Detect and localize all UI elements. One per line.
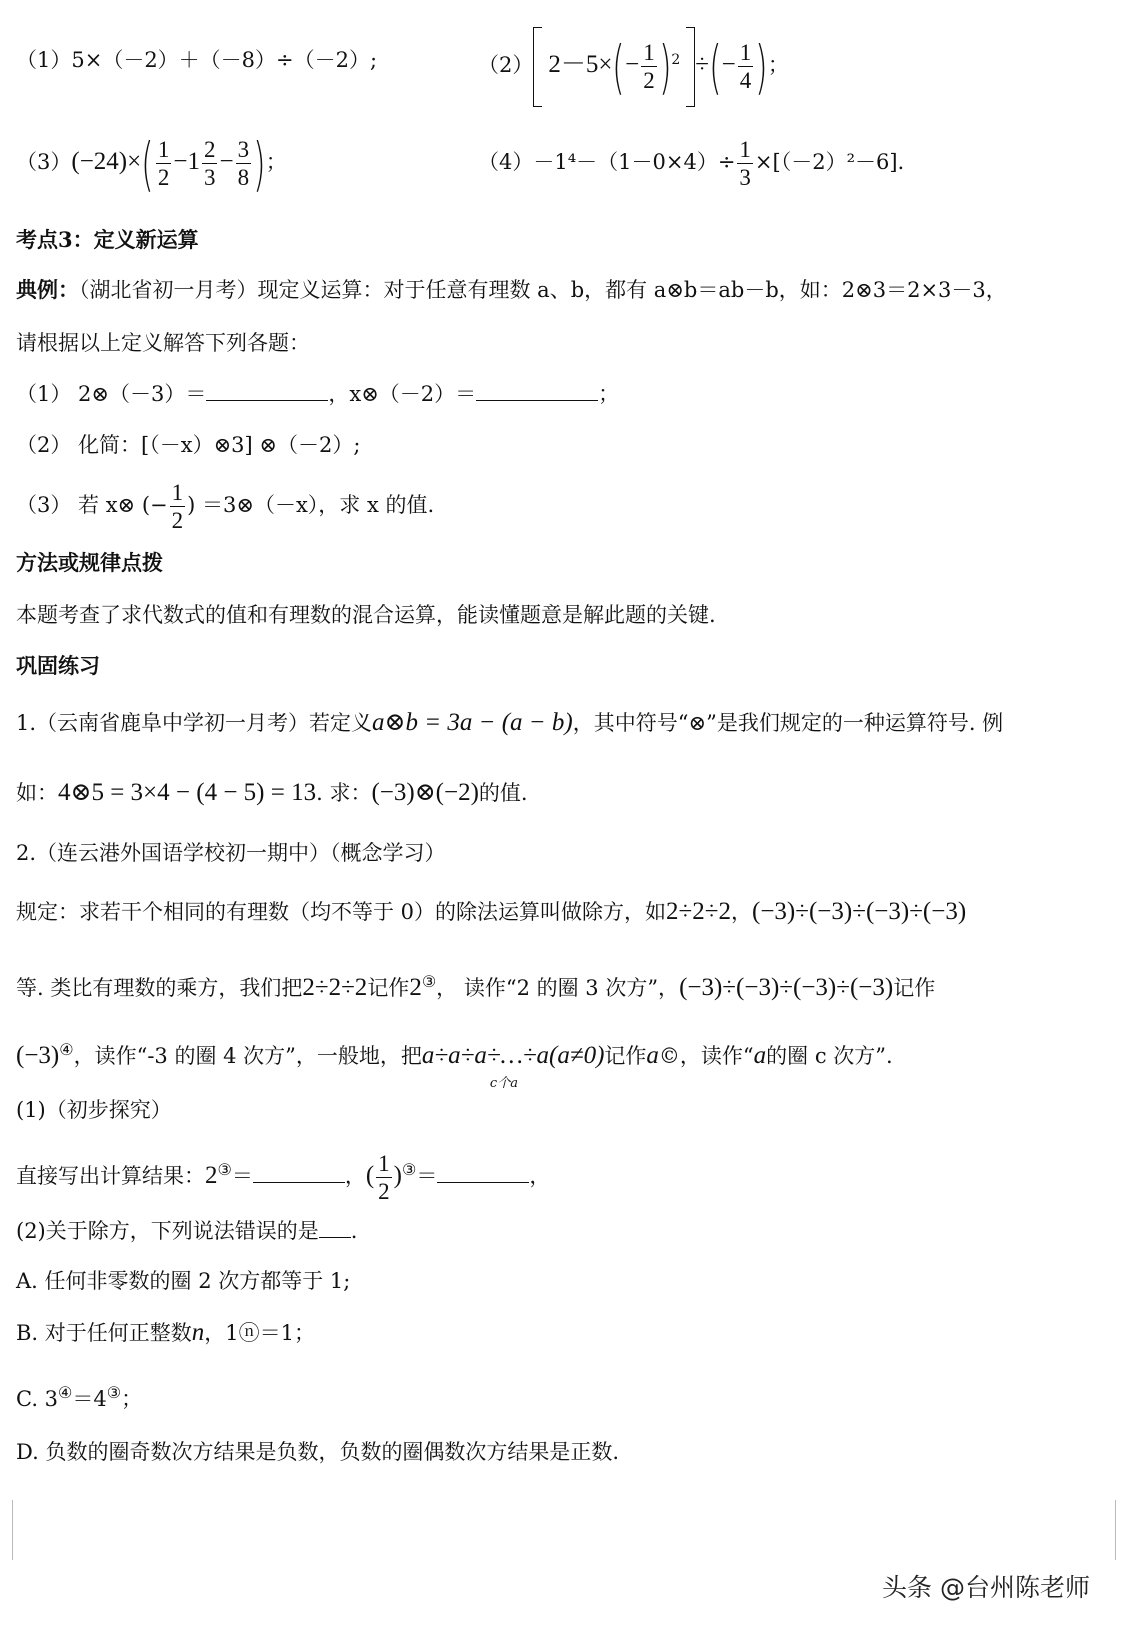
problem-3-expr: (−24)× bbox=[71, 148, 142, 175]
option-b-n: n bbox=[191, 1319, 205, 1346]
option-b bbox=[16, 1318, 1114, 1348]
practice-1-formula: a⊗b = 3a − (a − b) bbox=[372, 709, 573, 736]
example-line-2: 请根据以上定义解答下列各题： bbox=[16, 331, 310, 355]
method-title: 方法或规律点拨 bbox=[16, 550, 163, 575]
example-q3-b: ) ＝3⊗（－x），求 x 的值. bbox=[187, 493, 435, 517]
sub-1-end: ， bbox=[529, 1164, 551, 1188]
problem-2-expr: 2－5× bbox=[548, 51, 613, 78]
fraction-num: 2 bbox=[203, 137, 216, 162]
fraction-num: 1 bbox=[739, 40, 752, 65]
practice-1-c: 如： bbox=[16, 781, 58, 805]
minus-sign-3: − bbox=[173, 148, 188, 175]
option-b-a: B. 对于任何正整数 bbox=[16, 1321, 192, 1345]
minus-sign: − bbox=[625, 51, 640, 78]
minus-sign-4: − bbox=[219, 148, 234, 175]
circled-4-c: ④ bbox=[58, 1383, 73, 1402]
fraction-num: 1 bbox=[171, 480, 184, 505]
left-paren: ( bbox=[612, 32, 626, 101]
answer-blank-1[interactable] bbox=[206, 378, 328, 401]
practice-2-l3-e: 的圈 c 次方”. bbox=[766, 1044, 893, 1068]
practice-2-l2-a: 等. 类比有理数的乘方，我们把 bbox=[16, 976, 303, 1000]
right-paren-4: ) bbox=[393, 1162, 402, 1189]
fraction-num: 1 bbox=[157, 137, 170, 162]
practice-2-l3-f1: (−3) bbox=[16, 1042, 60, 1069]
practice-2-l1-f2: (−3)÷(−3)÷(−3)÷(−3) bbox=[752, 898, 967, 925]
sub-1-eq-2: ＝ bbox=[416, 1164, 438, 1188]
practice-2-l2-b: 记作 bbox=[367, 976, 410, 1000]
example-q1 bbox=[16, 378, 1114, 409]
practice-2-l3-d: ，读作“ bbox=[679, 1044, 754, 1068]
watermark: 头条 @台州陈老师 bbox=[882, 1573, 1090, 1602]
left-paren-2: ( bbox=[709, 32, 722, 101]
option-c-end: ； bbox=[121, 1387, 143, 1411]
circled-3: ③ bbox=[421, 972, 437, 991]
fraction-den: 2 bbox=[643, 68, 655, 93]
problem-2-div: ÷ bbox=[695, 51, 710, 78]
fraction-num: 1 bbox=[739, 137, 751, 162]
left-margin-rule bbox=[12, 1500, 13, 1560]
fraction-half-q3 bbox=[170, 481, 186, 532]
problem-2-label: （2） bbox=[478, 53, 534, 77]
example-text-1: （湖北省初一月考）现定义运算：对于任意有理数 a、b，都有 a⊗b＝ab－b，如：2⊗3＝2×3－3， bbox=[79, 278, 1007, 302]
circled-3-c: ③ bbox=[106, 1383, 122, 1402]
practice-1-a: 1.（云南省鹿阜中学初一月考）若定义 bbox=[16, 711, 373, 735]
practice-2-l2-f3: (−3)÷(−3)÷(−3)÷(−3) bbox=[679, 974, 894, 1001]
fraction-den: 2 bbox=[171, 508, 184, 533]
circled-4: ④ bbox=[59, 1040, 74, 1059]
left-paren-4: ( bbox=[365, 1162, 375, 1189]
example-q3-a: （3） 若 x⊗ (− bbox=[16, 493, 168, 517]
option-c bbox=[16, 1378, 1114, 1414]
option-c-b: ＝4 bbox=[72, 1387, 107, 1411]
practice-1-formula-2: 4⊗5 = 3×4 − (4 − 5) = 13 bbox=[58, 779, 317, 806]
example-lead: 典例： bbox=[16, 277, 79, 302]
left-bracket bbox=[533, 27, 542, 107]
right-paren-2: ) bbox=[755, 32, 768, 101]
practice-2-l2-f2: 2 bbox=[409, 974, 422, 1001]
underbrace-expr bbox=[421, 1041, 605, 1091]
fraction-3 bbox=[236, 138, 252, 189]
problem-3-label: （3） bbox=[16, 150, 72, 174]
practice-1-line-1 bbox=[16, 708, 1114, 738]
practice-2-l3-a: ，读作“-3 的圈 4 次方”，一般地，把 bbox=[73, 1044, 422, 1068]
minus-sign-2: − bbox=[721, 51, 736, 78]
circled-3-b: ③ bbox=[402, 1160, 417, 1179]
circled-c: © bbox=[658, 1044, 680, 1068]
fraction-den: 2 bbox=[378, 1179, 390, 1204]
right-paren-3: ) bbox=[253, 129, 266, 198]
practice-1-line-2 bbox=[16, 778, 1114, 808]
fraction-2 bbox=[202, 138, 218, 189]
example-q1-b: ，x⊗（－2）＝ bbox=[328, 382, 477, 406]
practice-2-line-1 bbox=[16, 897, 1114, 927]
example-q1-end: ； bbox=[598, 382, 620, 406]
practice-1-b: ，其中符号“⊗”是我们规定的一种运算符号. 例 bbox=[572, 711, 1004, 735]
option-d: D. 负数的圈奇数次方结果是负数，负数的圈偶数次方结果是正数. bbox=[16, 1440, 620, 1464]
method-text: 本题考查了求代数式的值和有理数的混合运算，能读懂题意是解此题的关键. bbox=[16, 603, 716, 627]
example-q3 bbox=[16, 475, 1114, 535]
answer-blank-2[interactable] bbox=[476, 378, 598, 401]
fraction-half-sub1 bbox=[376, 1152, 392, 1203]
problem-2 bbox=[478, 20, 1114, 107]
problem-4 bbox=[478, 122, 1114, 202]
sub-1-sep: ， bbox=[344, 1164, 366, 1188]
practice-2-l3-f3: a bbox=[646, 1042, 659, 1069]
sub-1-line bbox=[16, 1140, 1114, 1206]
practice-2-l1-f1: 2÷2÷2 bbox=[666, 898, 731, 925]
practice-2-l3-f2: a÷a÷a÷…÷a(a≠0) bbox=[421, 1042, 605, 1069]
example-q1-a: （1） 2⊗（－3）＝ bbox=[16, 382, 207, 406]
example-q2: （2） 化简：[（－x）⊗3] ⊗（－2）; bbox=[16, 433, 361, 457]
problem-1-text: （1）5×（－2）＋（－8）÷（－2）; bbox=[16, 48, 378, 72]
practice-2-line-3 bbox=[16, 1035, 1114, 1091]
practice-2-l2-d: ， 读作“2 的圈 3 次方”， bbox=[436, 976, 680, 1000]
fraction-den: 8 bbox=[237, 165, 250, 190]
example-line-1 bbox=[16, 275, 1114, 305]
practice-2-l2-f1: 2÷2÷2 bbox=[302, 974, 368, 1001]
fraction-den: 3 bbox=[203, 165, 216, 190]
fraction-num: 3 bbox=[237, 137, 250, 162]
fraction-den: 2 bbox=[157, 165, 170, 190]
answer-blank-3[interactable] bbox=[253, 1160, 345, 1183]
answer-blank-5[interactable] bbox=[319, 1215, 351, 1238]
practice-2-l1-a: 规定：求若干个相同的有理数（均不等于 0）的除法运算叫做除方，如 bbox=[16, 900, 667, 924]
practice-2-l1-sep: ， bbox=[731, 900, 752, 924]
fraction-third bbox=[737, 138, 753, 189]
option-a: A. 任何非零数的圈 2 次方都等于 1; bbox=[16, 1269, 351, 1293]
option-c-a: C. 3 bbox=[16, 1387, 59, 1411]
problem-4-b: ×[（－2）²－6]. bbox=[754, 150, 905, 174]
fraction-num: 1 bbox=[378, 1151, 390, 1176]
practice-2-l2-e: 记作 bbox=[893, 976, 936, 1000]
sub-2-line bbox=[16, 1215, 1114, 1246]
sub-1-f1: 2 bbox=[205, 1162, 218, 1189]
fraction-1 bbox=[156, 138, 172, 189]
problem-3-end: ； bbox=[265, 150, 287, 174]
practice-2-l3-b: 记作 bbox=[604, 1044, 647, 1068]
option-b-b: ，1ⓝ＝1； bbox=[204, 1321, 316, 1345]
practice-2-l3-f4: a bbox=[753, 1042, 767, 1069]
sub-2-a: (2)关于除方，下列说法错误的是 bbox=[16, 1219, 319, 1243]
problem-2-end: ； bbox=[767, 53, 789, 77]
fraction-half bbox=[641, 41, 657, 92]
problem-4-a: （4）－1⁴－（1－0×4）÷ bbox=[478, 150, 736, 174]
practice-2-title: 2.（连云港外国语学校初一期中）（概念学习） bbox=[16, 841, 446, 865]
practice-1-formula-3: (−3)⊗(−2) bbox=[371, 779, 479, 806]
sub-1-eq: ＝ bbox=[231, 1164, 253, 1188]
underbrace-label: c个a bbox=[489, 1076, 518, 1091]
fraction-num: 1 bbox=[643, 40, 655, 65]
mixed-whole: 1 bbox=[187, 148, 200, 175]
fraction-den: 3 bbox=[739, 165, 751, 190]
sub-1-title: (1)（初步探究） bbox=[16, 1098, 172, 1122]
practice-1-e: 的值. bbox=[478, 781, 528, 805]
right-bracket bbox=[686, 27, 695, 107]
sub-1-a: 直接写出计算结果： bbox=[16, 1164, 205, 1188]
practice-title: 巩固练习 bbox=[16, 653, 100, 678]
right-paren: ) bbox=[658, 32, 672, 101]
fraction-quarter bbox=[738, 41, 754, 92]
practice-2-line-2 bbox=[16, 967, 1114, 1003]
section-3-title: 考点3：定义新运算 bbox=[16, 227, 199, 252]
right-margin-rule bbox=[1115, 1500, 1116, 1560]
exponent-2: 2 bbox=[671, 52, 681, 68]
answer-blank-4[interactable] bbox=[437, 1160, 529, 1183]
fraction-den: 4 bbox=[739, 68, 752, 93]
left-paren-3: ( bbox=[141, 129, 154, 198]
practice-1-d: . 求： bbox=[316, 781, 372, 805]
circled-3-a: ③ bbox=[217, 1160, 232, 1179]
sub-2-end: . bbox=[350, 1219, 358, 1243]
